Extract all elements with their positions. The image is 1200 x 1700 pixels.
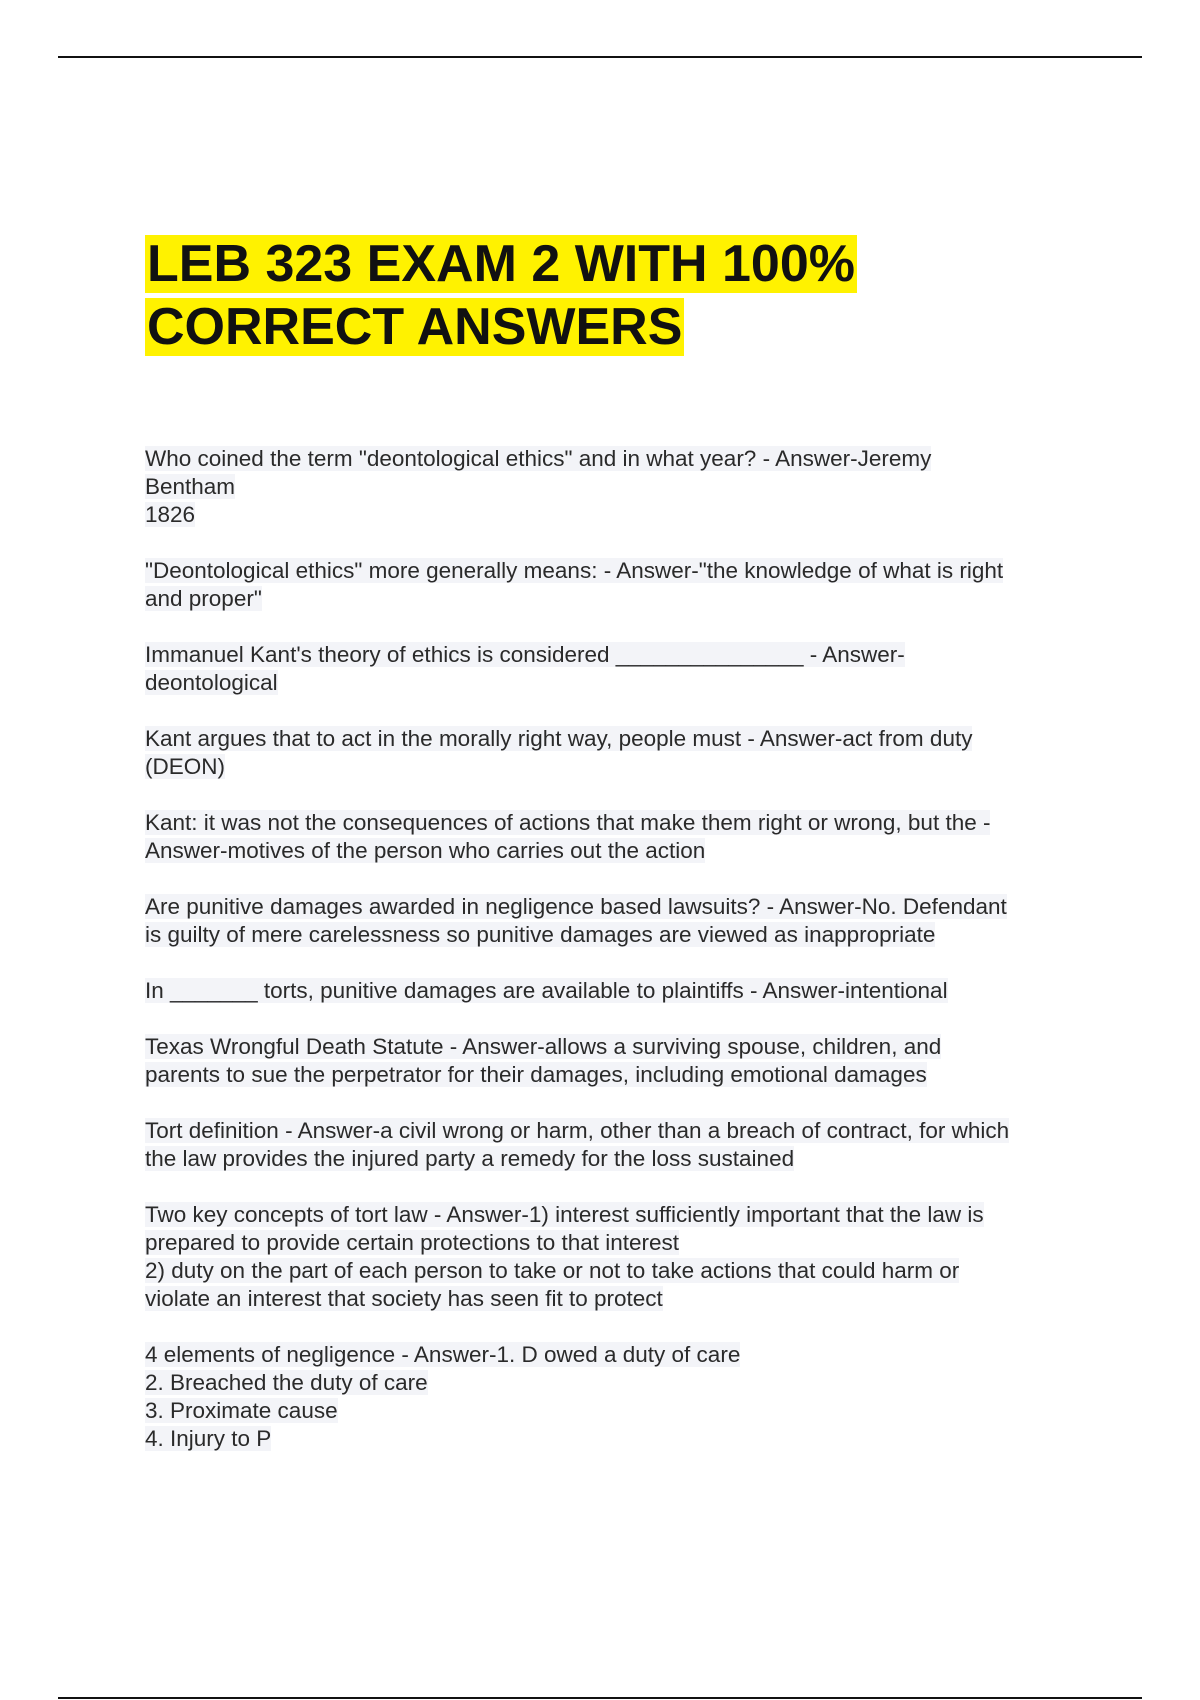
qa-item (145, 445, 1085, 529)
qa-list (145, 445, 1085, 1481)
qa-line (145, 1033, 1085, 1061)
title-line-2: CORRECT ANSWERS (147, 298, 683, 356)
qa-line-text: In _______ torts, punitive damages are available to plaintiffs - Answer-intentional (145, 978, 948, 1003)
qa-line (145, 445, 1085, 473)
qa-line-text: parents to sue the perpetrator for their damages, including emotional damages (145, 1062, 927, 1087)
qa-line-text: 4 elements of negligence - Answer-1. D owed a duty of care (145, 1342, 741, 1367)
qa-line (145, 893, 1085, 921)
qa-line (145, 585, 1085, 613)
qa-line (145, 1341, 1085, 1369)
qa-line (145, 1201, 1085, 1229)
qa-line-text: violate an interest that society has seen fit to protect (145, 1286, 663, 1311)
qa-line (145, 921, 1085, 949)
qa-line-text: Two key concepts of tort law - Answer-1) interest sufficiently important that the law is (145, 1202, 984, 1227)
qa-item (145, 1033, 1085, 1089)
qa-line (145, 809, 1085, 837)
qa-line-text: the law provides the injured party a remedy for the loss sustained (145, 1146, 795, 1171)
document-title (145, 233, 1065, 359)
qa-line (145, 1117, 1085, 1145)
bottom-rule (58, 1697, 1142, 1699)
qa-line (145, 725, 1085, 753)
qa-item (145, 641, 1085, 697)
qa-line (145, 1229, 1085, 1257)
qa-line (145, 1285, 1085, 1313)
qa-line-text: (DEON) (145, 754, 225, 779)
qa-line (145, 473, 1085, 501)
qa-line-text: Are punitive damages awarded in negligence based lawsuits? - Answer-No. Defendant (145, 894, 1007, 919)
qa-line-text: Kant argues that to act in the morally right way, people must - Answer-act from duty (145, 726, 973, 751)
qa-item (145, 977, 1085, 1005)
top-rule (58, 56, 1142, 58)
qa-line-text: Answer-motives of the person who carries out the action (145, 838, 706, 863)
qa-line-text: Who coined the term "deontological ethics" and in what year? - Answer-Jeremy (145, 446, 932, 471)
qa-item (145, 557, 1085, 613)
qa-item (145, 893, 1085, 949)
qa-line (145, 557, 1085, 585)
qa-line-text: 4. Injury to P (145, 1426, 272, 1451)
qa-item (145, 725, 1085, 781)
qa-line-text: Tort definition - Answer-a civil wrong or harm, other than a breach of contract, for which (145, 1118, 1010, 1143)
qa-item (145, 1341, 1085, 1453)
qa-line (145, 837, 1085, 865)
qa-line-text: 3. Proximate cause (145, 1398, 338, 1423)
qa-line (145, 1369, 1085, 1397)
qa-item (145, 1201, 1085, 1313)
qa-item (145, 1117, 1085, 1173)
qa-line (145, 501, 1085, 529)
qa-line (145, 1425, 1085, 1453)
qa-line-text: and proper" (145, 586, 262, 611)
qa-line-text: Immanuel Kant's theory of ethics is considered _______________ - Answer- (145, 642, 905, 667)
qa-line-text: "Deontological ethics" more generally means: - Answer-"the knowledge of what is right (145, 558, 1004, 583)
qa-line-text: 2) duty on the part of each person to take or not to take actions that could harm or (145, 1258, 960, 1283)
qa-line-text: Texas Wrongful Death Statute - Answer-allows a surviving spouse, children, and (145, 1034, 942, 1059)
title-line-1: LEB 323 EXAM 2 WITH 100% (147, 235, 855, 293)
qa-line (145, 1061, 1085, 1089)
qa-line-text: is guilty of mere carelessness so punitive damages are viewed as inappropriate (145, 922, 936, 947)
qa-line (145, 669, 1085, 697)
qa-line (145, 641, 1085, 669)
qa-line-text: deontological (145, 670, 278, 695)
qa-line-text: Bentham (145, 474, 236, 499)
qa-line-text: prepared to provide certain protections to that interest (145, 1230, 680, 1255)
qa-line (145, 1145, 1085, 1173)
qa-line (145, 1257, 1085, 1285)
qa-line (145, 753, 1085, 781)
qa-line (145, 1397, 1085, 1425)
qa-line-text: 1826 (145, 502, 196, 527)
qa-line-text: Kant: it was not the consequences of actions that make them right or wrong, but the - (145, 810, 991, 835)
qa-line (145, 977, 1085, 1005)
qa-line-text: 2. Breached the duty of care (145, 1370, 428, 1395)
qa-item (145, 809, 1085, 865)
